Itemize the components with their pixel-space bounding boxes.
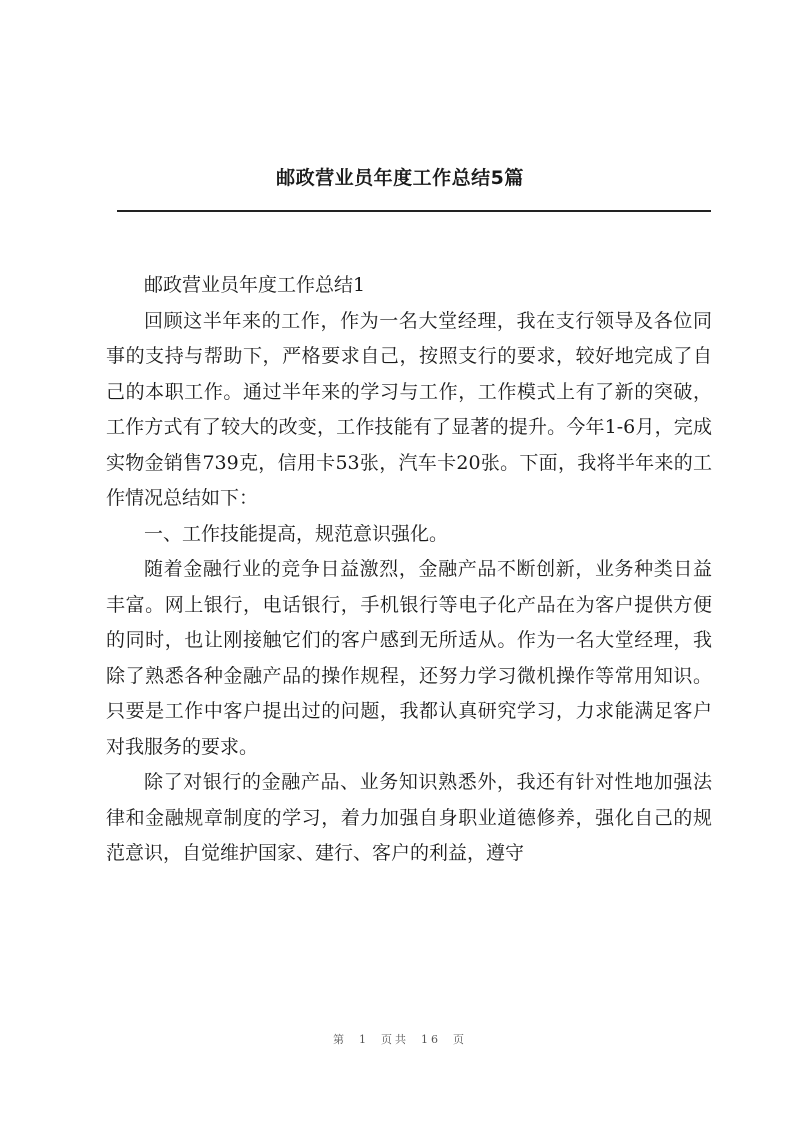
document-title: 邮政营业员年度工作总结5篇 [276, 167, 524, 189]
document-body [106, 268, 712, 872]
title-divider [117, 210, 711, 212]
footer-prefix: 第 [333, 1033, 347, 1046]
paragraph: 除了对银行的金融产品、业务知识熟悉外，我还有针对性地加强法律和金融规章制度的学习，着力加强自身职业道德修养，强化自己的规范意识，自觉维护国家、建行、客户的利益，遵守 [106, 771, 712, 864]
page-number: 1 [359, 1033, 369, 1046]
page-footer [0, 1031, 800, 1047]
paragraph: 回顾这半年来的工作，作为一名大堂经理，我在支行领导及各位同事的支持与帮助下，严格要求自己，按照支行的要求，较好地完成了自己的本职工作。通过半年来的学习与工作，工作模式上有了新的突破，工作方式有了较大的改变，工作技能有了显著的提升。今年1-6月，完成实物金销售739克，信用卡53张，汽车卡20张。下面，我将半年来的工作情况总结如下： [106, 309, 712, 509]
paragraph: 随着金融行业的竞争日益激烈，金融产品不断创新，业务种类日益丰富。网上银行，电话银行，手机银行等电子化产品在为客户提供方便的同时，也让刚接触它们的客户感到无所适从。作为一名大堂经理，我除了熟悉各种金融产品的操作规程，还努力学习微机操作等常用知识。只要是工作中客户提出过的问题，我都认真研究学习，力求能满足客户对我服务的要求。 [106, 558, 712, 758]
section-heading: 邮政营业员年度工作总结1 [144, 274, 366, 296]
total-pages: 16 [421, 1033, 441, 1046]
section-heading: 一、工作技能提高，规范意识强化。 [144, 522, 449, 545]
footer-middle: 页共 [381, 1033, 409, 1046]
footer-suffix: 页 [453, 1033, 467, 1046]
